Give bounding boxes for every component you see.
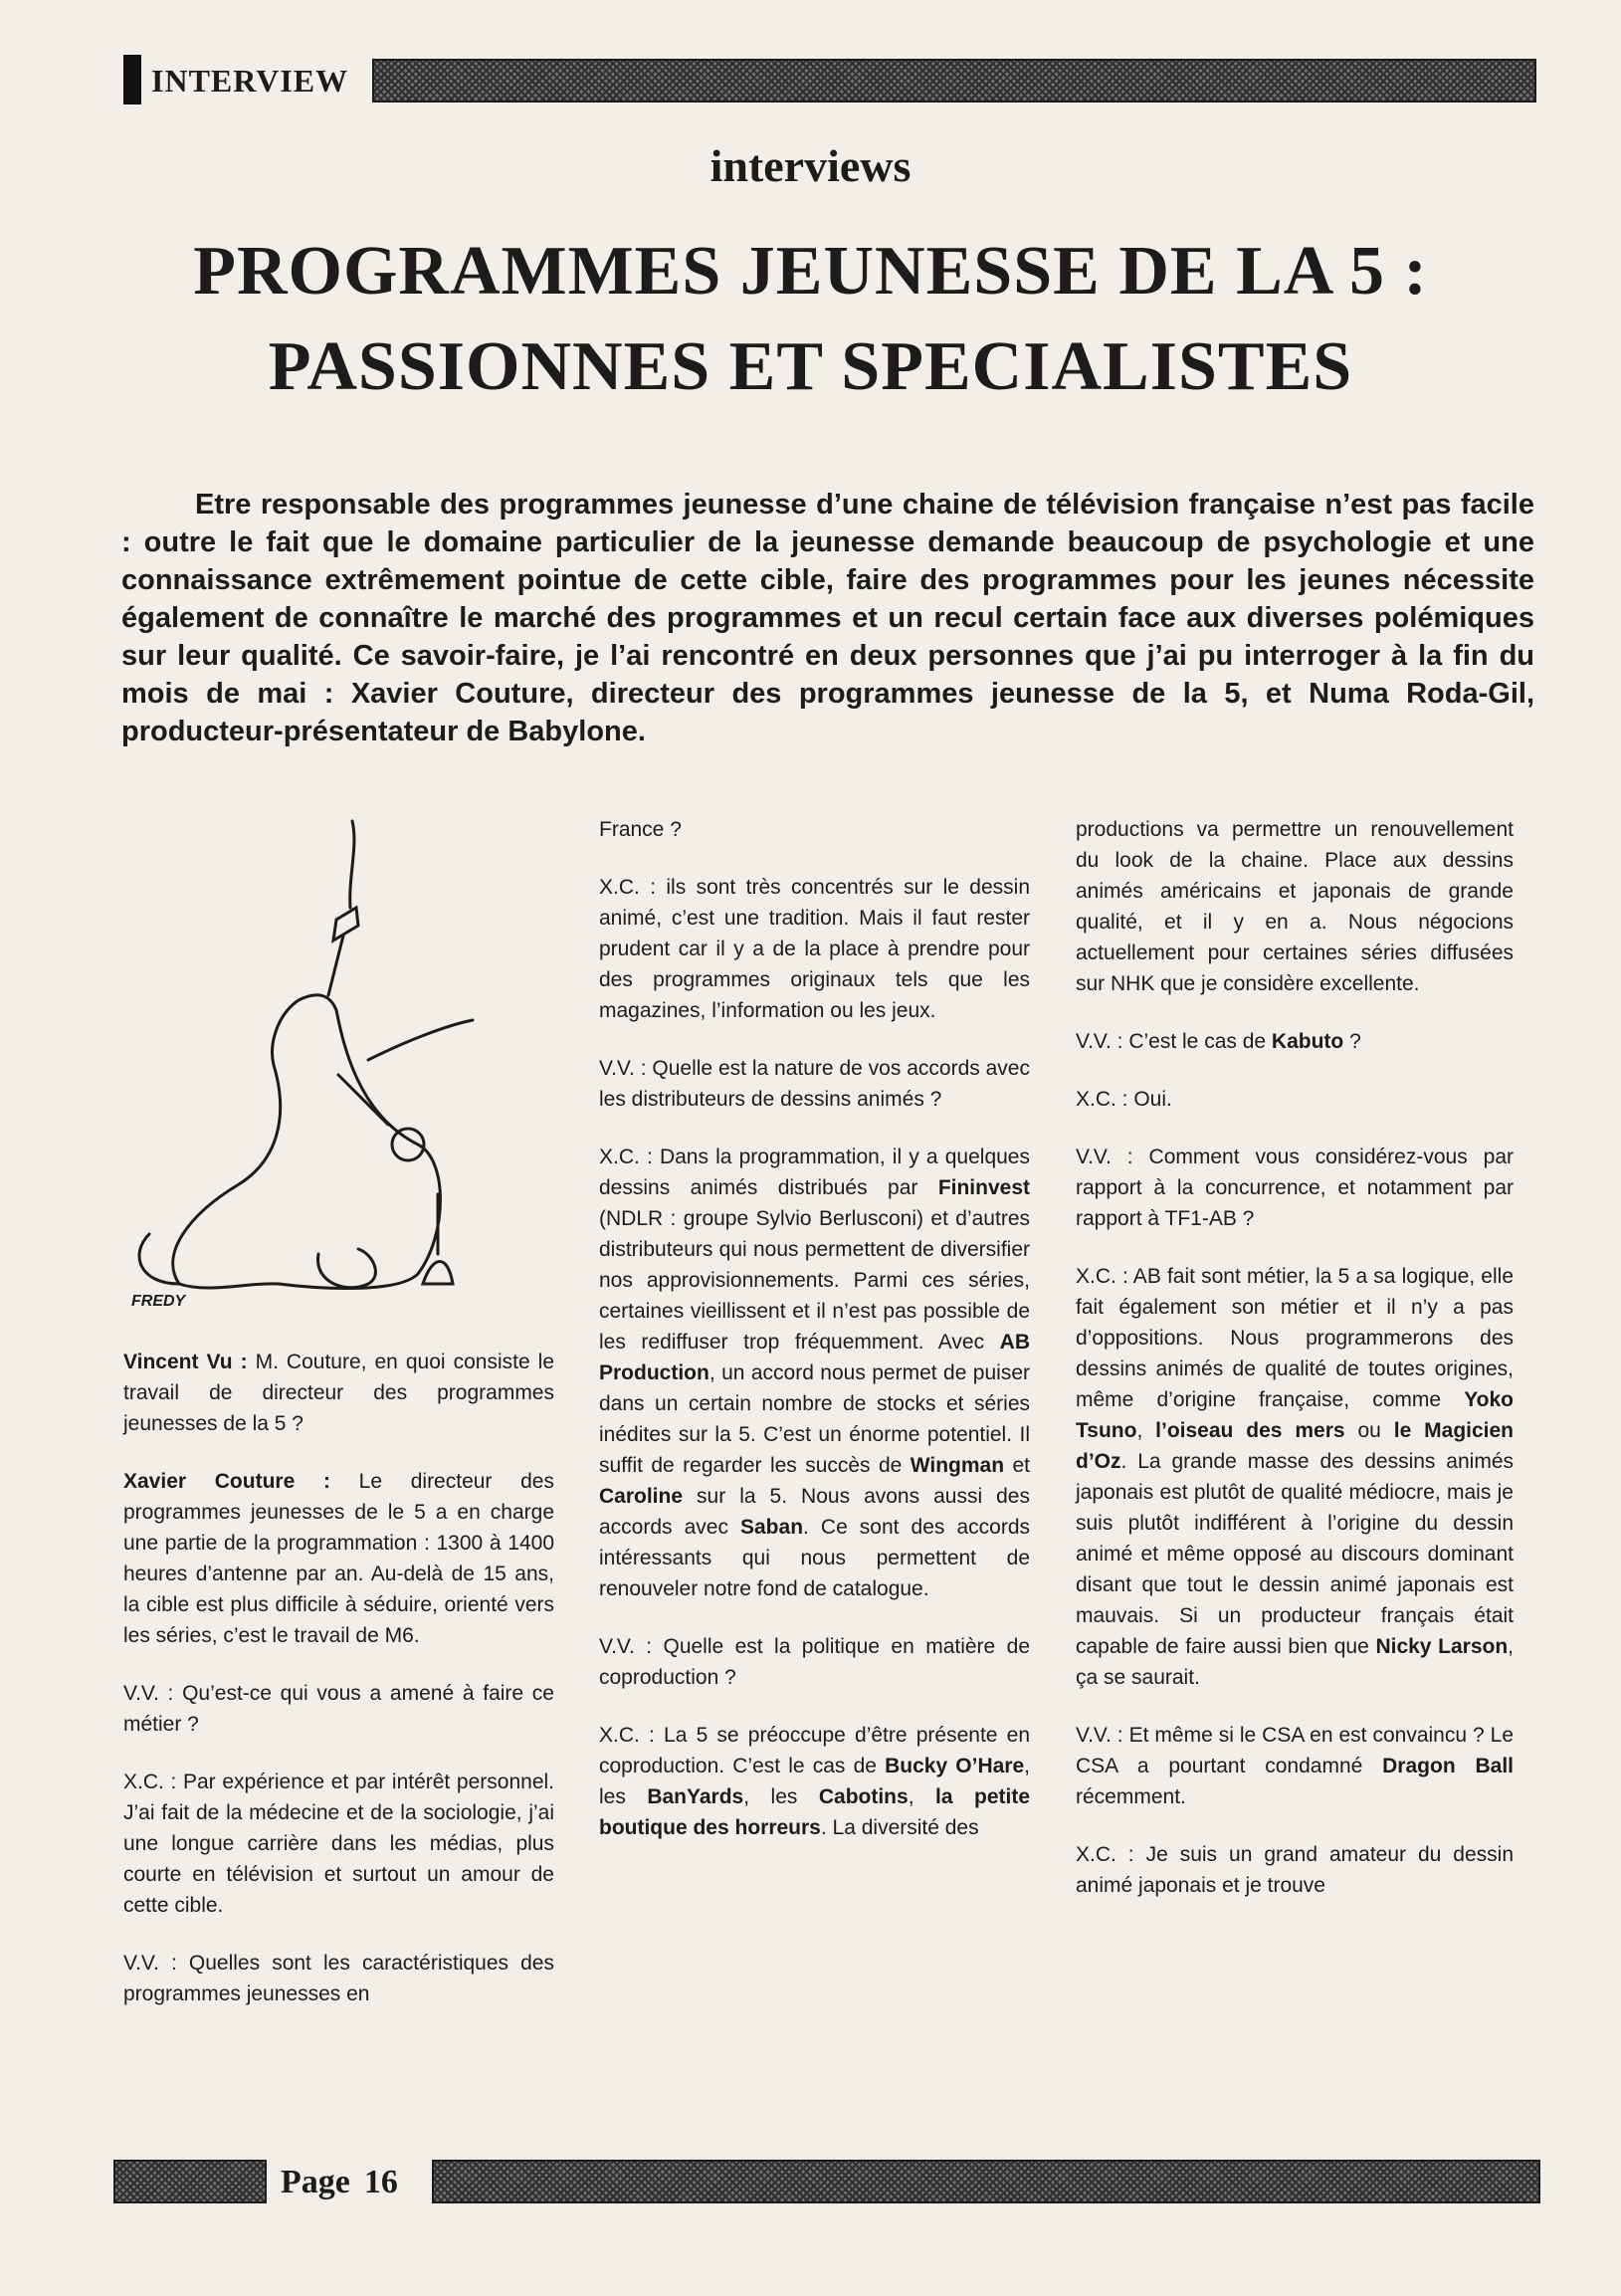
- speaker-xavier-couture: Xavier Couture :: [123, 1470, 330, 1493]
- col2-question-1: V.V. : Quelle est la nature de vos accords avec les distributeurs de dessins animés ?: [599, 1057, 1030, 1111]
- column-1: [123, 1347, 554, 2036]
- col3-answer-3: X.C. : Je suis un grand amateur du dessin animé japonais et je trouve: [1076, 1843, 1514, 1897]
- column-2: [599, 814, 1030, 1870]
- col1-answer-2: X.C. : Par expérience et par intérêt personnel. J’ai fait de la médecine et de la sociologie, j’ai une longue carrière dans les médias, plus courte en télévision et surtout un amour de cette cible.: [123, 1771, 554, 1917]
- col2-answer-1: X.C. : ils sont très concentrés sur le dessin animé, c’est une tradition. Mais il faut rester prudent car il y a de la place à prendre pour des programmes originaux tels que les magazines, l’information ou les jeux.: [599, 876, 1030, 1022]
- headline: [0, 224, 1621, 415]
- torch-head: [333, 908, 358, 940]
- section-marker: [123, 55, 141, 104]
- col2-answer-2: X.C. : Dans la programmation, il y a quelques dessins animés distribués par Fininvest (NDLR : groupe Sylvio Berlusconi) et d’autres distributeurs qui nous permettent de diversifier nos approvisionnements. Parmi ces séries, certaines vieillissent et il n’est pas possible de les rediffuser trop fréquemment. Avec AB Production, un accord nous permet de puiser dans un certain nombre de stocks et séries inédites sur la 5. C’est un énorme potentiel. Il suffit de regarder les succès de Wingman et Caroline sur la 5. Nous avons aussi des accords avec Saban. Ce sont des accords intéressants qui nous permettent de renouveler notre fond de catalogue.: [599, 1146, 1030, 1600]
- col1-question-3: V.V. : Quelles sont les caractéristiques des programmes jeunesses en: [123, 1952, 554, 2005]
- page-label: Page: [281, 2164, 350, 2200]
- page-number: [275, 2160, 404, 2203]
- header-hatch-bar: [372, 59, 1536, 103]
- col1-question-2: V.V. : Qu’est-ce qui vous a amené à faire ce métier ?: [123, 1682, 554, 1736]
- col3-question-1: V.V. : C’est le cas de Kabuto ?: [1076, 1030, 1361, 1053]
- page-number-value: 16: [363, 2164, 398, 2200]
- page-footer: [113, 2160, 1540, 2203]
- footer-hatch-left: [113, 2160, 267, 2203]
- col3-question-3: V.V. : Et même si le CSA en est convaincu ? Le CSA a pourtant condamné Dragon Ball récemment.: [1076, 1724, 1514, 1808]
- motion-line: [368, 1020, 473, 1060]
- cartoon-illustration: [119, 816, 557, 1314]
- col2-question-cont: France ?: [599, 818, 682, 841]
- col3-answer-2: X.C. : AB fait sont métier, la 5 a sa logique, elle fait également son métier et il n’y a pas d’oppositions. Nous programmerons des dessins animés de qualité de toutes origines, même d’origine française, comme Yoko Tsuno, l’oiseau des mers ou le Magicien d’Oz. La grande masse des dessins animés japonais est plutôt de qualité médiocre, mais je suis plutôt indifférent à l’origine du dessin animé et même opposé au discours dominant disant que tout le dessin animé japonais est mauvais. Si un producteur français était capable de faire aussi bien que Nicky Larson, ça se saurait.: [1076, 1265, 1515, 1689]
- footer-hatch-right: [432, 2160, 1540, 2203]
- dinosaur-back: [179, 1010, 441, 1288]
- headline-line-1: PROGRAMMES JEUNESSE DE LA 5 :: [193, 233, 1428, 310]
- dinosaur-leg: [318, 1249, 376, 1288]
- col2-answer-3: X.C. : La 5 se préoccupe d’être présente en coproduction. C’est le cas de Bucky O’Hare, les BanYards, les Cabotins, la petite boutique des horreurs. La diversité des: [599, 1724, 1031, 1839]
- cartoon-signature: FREDY: [131, 1293, 186, 1310]
- dinosaur-body: [173, 995, 336, 1284]
- dinosaur-arm: [338, 1075, 388, 1125]
- fire-base: [423, 1262, 453, 1285]
- col2-question-2: V.V. : Quelle est la politique en matière de coproduction ?: [599, 1635, 1030, 1689]
- smoke-line: [350, 821, 354, 908]
- intro-paragraph: Etre responsable des programmes jeunesse d’une chaine de télévision française n’est pas facile : outre le fait que le domaine particulier de la jeunesse demande beaucoup de psychologie et une connaissance extrêmement pointue de cette cible, faire des programmes pour les jeunes nécessite également de connaître le marché des programmes et un recul certain face aux diverses polémiques sur leur qualité. Ce savoir-faire, je l’ai rencontré en deux personnes que j’ai pu interroger à la fin du mois de mai : Xavier Couture, directeur des programmes jeunesse de la 5, et Numa Roda-Gil, producteur-présentateur de Babylone.: [121, 489, 1534, 747]
- col3-answer-cont: productions va permettre un renouvellement du look de la chaine. Place aux dessins animés américains et japonais de grande qualité, et il y en a. Nous négocions actuellement pour certaines séries diffusées sur NHK que je considère excellente.: [1076, 818, 1514, 995]
- col3-answer-1: X.C. : Oui.: [1076, 1088, 1172, 1111]
- speaker-vincent-vu: Vincent Vu :: [123, 1351, 248, 1373]
- section-header: [123, 55, 1536, 104]
- column-3: [1076, 814, 1514, 1928]
- col3-question-2: V.V. : Comment vous considérez-vous par rapport à la concurrence, et notamment par rapport à TF1-AB ?: [1076, 1146, 1514, 1230]
- section-label: INTERVIEW: [147, 55, 356, 104]
- torch-handle: [328, 936, 343, 995]
- headline-line-2: PASSIONNES ET SPECIALISTES: [268, 328, 1353, 405]
- col1-answer-1: Xavier Couture : Le directeur des programmes jeunesses de le 5 a en charge une partie de la programmation : 1300 à 1400 heures d’antenne par an. Au-delà de 15 ans, la cible est plus difficile à séduire, orienté vers les séries, c’est le travail de M6.: [123, 1470, 554, 1647]
- col1-question-1: Vincent Vu : M. Couture, en quoi consiste le travail de directeur des programmes jeunesses de la 5 ?: [123, 1351, 554, 1435]
- kicker: interviews: [709, 140, 912, 191]
